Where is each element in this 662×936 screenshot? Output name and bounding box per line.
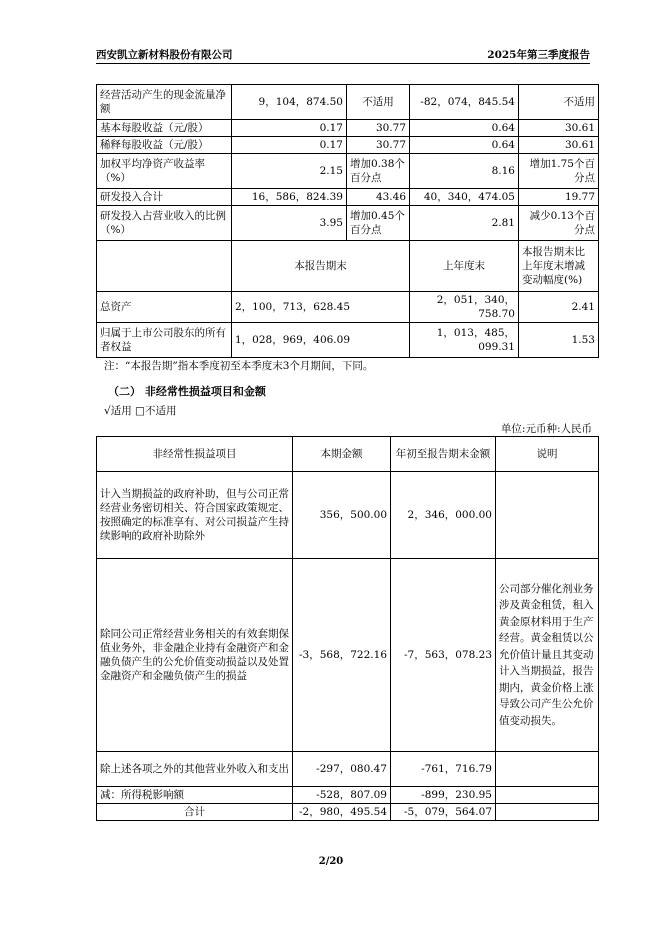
row-item: 除同公司正常经营业务相关的有效套期保值业务外，非金融企业持有金融资产和金融负债产生的公允价值变动损益以及处置金融资产和金融负债产生的损益	[97, 559, 293, 752]
table-row	[97, 292, 599, 323]
cell: 43.46	[347, 189, 410, 206]
table-row	[97, 137, 599, 154]
column-header: 年初至报告期末金额	[391, 437, 496, 472]
row-label: 总资产	[97, 292, 232, 323]
cell: 16，586，824.39	[232, 189, 347, 206]
cell: -528，807.09	[293, 787, 391, 804]
cell: 增加0.38个百分点	[347, 154, 410, 189]
unit-label: 单位:元币种:人民币	[500, 423, 592, 435]
cell: 3.95	[232, 206, 347, 241]
row-item: 合计	[97, 804, 293, 821]
cell: -297，080.47	[293, 752, 391, 787]
row-item: 计入当期损益的政府补助，但与公司正常经营业务密切相关、符合国家政策规定、按照确定的标准享有、对公司损益产生持续影响的政府补助除外	[97, 472, 293, 559]
cell: -761，716.79	[391, 752, 496, 787]
cell: 增加0.45个百分点	[347, 206, 410, 241]
row-label: 加权平均净资产收益率（%）	[97, 154, 232, 189]
cell: 1，028，969，406.09	[232, 323, 410, 358]
page-header	[96, 47, 590, 64]
key-financial-table	[96, 84, 599, 358]
row-label: 稀释每股收益（元/股）	[97, 137, 232, 154]
cell: 2.15	[232, 154, 347, 189]
applicable-checkbox: √适用 □不适用	[104, 405, 177, 417]
row-label: 经营活动产生的现金流量净额	[97, 85, 232, 120]
cell: 2，346，000.00	[391, 472, 496, 559]
row-label: 研发投入占营业收入的比例（%）	[97, 206, 232, 241]
cell: 1，013，485，099.31	[410, 323, 519, 358]
table-row	[97, 189, 599, 206]
cell	[496, 752, 599, 787]
cell: 30.61	[519, 137, 599, 154]
cell	[496, 472, 599, 559]
table-row	[97, 323, 599, 358]
table-row	[97, 206, 599, 241]
header-row	[97, 437, 599, 472]
cell: 2.41	[519, 292, 599, 323]
page-number: 2/20	[318, 856, 344, 867]
cell: 0.17	[232, 137, 347, 154]
row-item: 除上述各项之外的其他营业外收入和支出	[97, 752, 293, 787]
cell	[496, 804, 599, 821]
table-row	[97, 752, 599, 787]
table-row	[97, 472, 599, 559]
cell: 2，100，713，628.45	[232, 292, 410, 323]
column-header: 本期金额	[293, 437, 391, 472]
company-name: 西安凯立新材料股份有限公司	[96, 49, 233, 61]
empty-cell	[97, 241, 232, 292]
cell: 2.81	[410, 206, 519, 241]
table-row	[97, 559, 599, 752]
cell: -82，074，845.54	[410, 85, 519, 120]
cell: 356，500.00	[293, 472, 391, 559]
column-header: 说明	[496, 437, 599, 472]
column-header: 上年度末	[410, 241, 519, 292]
table-row	[97, 85, 599, 120]
cell: 30.61	[519, 120, 599, 137]
cell: 0.64	[410, 120, 519, 137]
cell	[496, 787, 599, 804]
cell: 9，104，874.50	[232, 85, 347, 120]
table-note: 注：“本报告期”指本季度初至本季度末3个月期间，下同。	[104, 360, 374, 372]
table-row	[97, 120, 599, 137]
table-row	[97, 154, 599, 189]
cell: 不适用	[519, 85, 599, 120]
column-header: 本报告期末	[232, 241, 410, 292]
subheader-row	[97, 241, 599, 292]
cell: 增加1.75个百分点	[519, 154, 599, 189]
cell: -3，568，722.16	[293, 559, 391, 752]
cell: -899，230.95	[391, 787, 496, 804]
cell: 30.77	[347, 137, 410, 154]
row-label: 研发投入合计	[97, 189, 232, 206]
cell: 8.16	[410, 154, 519, 189]
cell: -7，563，078.23	[391, 559, 496, 752]
column-header: 本报告期末比上年度末增减变动幅度(%)	[519, 241, 599, 292]
table-row	[97, 804, 599, 821]
cell: 19.77	[519, 189, 599, 206]
cell: 不适用	[347, 85, 410, 120]
section-title: （二） 非经常性损益项目和金额	[108, 385, 266, 398]
row-item: 减：所得税影响额	[97, 787, 293, 804]
cell: 30.77	[347, 120, 410, 137]
row-label: 基本每股收益（元/股）	[97, 120, 232, 137]
cell: 减少0.13个百分点	[519, 206, 599, 241]
cell: 2，051，340，758.70	[410, 292, 519, 323]
cell: -5，079，564.07	[391, 804, 496, 821]
cell: 0.64	[410, 137, 519, 154]
cell: 公司部分催化剂业务涉及黄金租赁，租入黄金原材料用于生产经营。黄金租赁以公允价值计量且其变动计入当期损益，报告期内，黄金价格上涨导致公司产生公允价值变动损失。	[496, 559, 599, 752]
column-header: 非经常性损益项目	[97, 437, 293, 472]
cell: 40，340，474.05	[410, 189, 519, 206]
non-recurring-table	[96, 436, 599, 821]
cell: -2，980，495.54	[293, 804, 391, 821]
report-title: 2025年第三季度报告	[487, 49, 590, 61]
cell: 0.17	[232, 120, 347, 137]
table-row	[97, 787, 599, 804]
row-label: 归属于上市公司股东的所有者权益	[97, 323, 232, 358]
cell: 1.53	[519, 323, 599, 358]
